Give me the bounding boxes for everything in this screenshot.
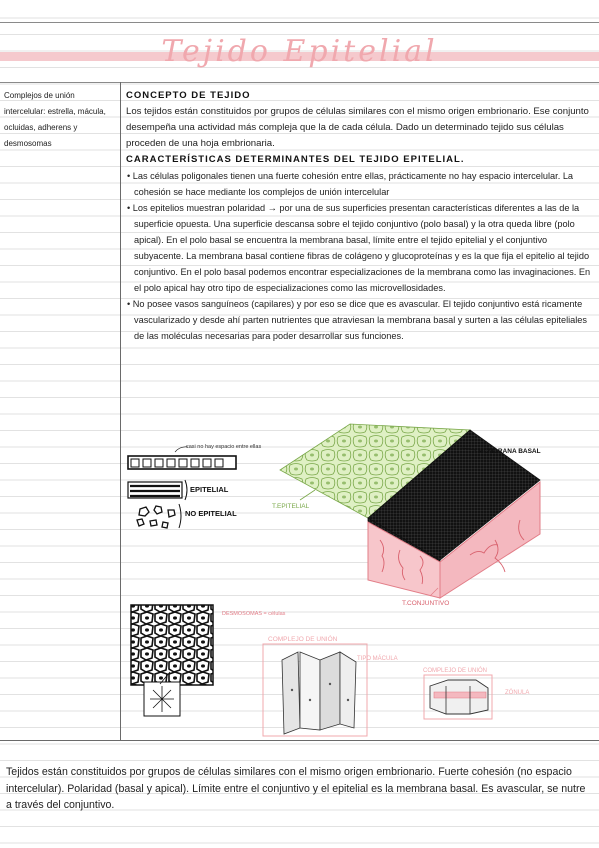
non-epithelial-drawing xyxy=(137,506,175,528)
macula-label: TIPO MÁCULA xyxy=(357,656,398,662)
cells-row-note: casi no hay espacio entre ellas xyxy=(186,444,262,450)
t-conjuntivo-label: T.CONJUNTIVO xyxy=(402,600,450,607)
page-title: Tejido Epitelial xyxy=(161,34,438,69)
cell-row-drawing xyxy=(128,447,236,469)
t-epitelial-label: T.EPITELIAL xyxy=(272,503,310,510)
summary-section xyxy=(6,764,594,814)
characteristics-heading: CARACTERÍSTICAS DETERMINANTES DEL TEJIDO EPITELIAL. xyxy=(126,154,465,165)
bullet-cohesion: • Las células poligonales tienen una fuerte cohesión entre ellas, prácticamente no hay espacio intercelular. La cohesión se hace mediante los complejos de unión intercelular xyxy=(127,171,574,197)
membrana-basal-label: MEMBRANA BASAL xyxy=(478,448,541,455)
non-epithelial-label: NO EPITELIAL xyxy=(185,509,237,518)
cue-note: Complejos de unión intercelular: estrella, mácula, ocluidas, adherens y desmosomas xyxy=(4,91,106,148)
bullet-text: Las células poligonales tienen una fuerte cohesión entre ellas, prácticamente no hay espacio intercelular. La cohesión se hace mediante los complejos de unión intercelular xyxy=(132,171,574,197)
epithelial-stack-drawing xyxy=(128,480,187,500)
desmosome-tissue-drawing xyxy=(131,605,213,716)
bullet-avascular: • No posee vasos sanguíneos (capilares) y por eso se dice que es avascular. El tejido conjuntivo está ricamente vascularizado y desde ahí parten nutrientes que atraviesan la membrana basal y surten a las células epiteliales de las moléculas necesarias para poder desarrollar sus funciones. xyxy=(127,299,588,341)
bullet-text: Los epitelios muestran polaridad → por una de sus superficies presentan características diferentes a las de la superficie opuesta. Una superficie descansa sobre el tejido conjuntivo (polo basal) y la otra queda libre (polo apical). En el polo basal se encuentra la membrana basal, límite entre el tejido epitelial y el conjuntivo subyacente. La membrana basal contiene fibras de colágeno y glucoproteínas y es la que fija el epitelio al tejido conjuntivo. En el polo basal podemos encontrar especializaciones de la membrana como las invaginaciones. En el polo apical hay otro tipo de especializaciones como las microvellosidades. xyxy=(132,203,591,293)
concept-heading: CONCEPTO DE TEJIDO xyxy=(126,90,251,101)
desmosome-label: DESMOSOMAS = células xyxy=(222,611,286,617)
zonula-complex-drawing xyxy=(424,675,492,719)
epithelial-label: EPITELIAL xyxy=(190,485,229,494)
complex-label: COMPLEJO DE UNIÓN xyxy=(268,636,338,643)
zonula-label: ZÓNULA xyxy=(505,690,530,696)
complex2-label: COMPLEJO DE UNIÓN xyxy=(423,668,488,674)
concept-text: Los tejidos están constituidos por grupos de células similares con el mismo origen embrionario. Ese conjunto desempeña una actividad más compleja que la de cada célula. Dado un determinado tejido sus células proceden de una hoja embrionaria. xyxy=(126,106,589,149)
bullet-polarity: • Los epitelios muestran polaridad → por una de sus superficies presentan características diferentes a las de la superficie opuesta. Una superficie descansa sobre el tejido conjuntivo (polo basal) y la otra queda libre (polo apical). En el polo basal se encuentra la membrana basal, límite entre el tejido epitelial y el conjuntivo subyacente. La membrana basal contiene fibras de colágeno y glucoproteínas y es la que fija el epitelio al tejido conjuntivo. En el polo basal podemos encontrar especializaciones de la membrana como las invaginaciones. En el polo apical hay otro tipo de especializaciones como las microvellosidades. xyxy=(127,203,591,293)
bullet-text: No posee vasos sanguíneos (capilares) y por eso se dice que es avascular. El tejido conjuntivo está ricamente vascularizado y desde ahí parten nutrientes que atraviesan la membrana basal y surten a las células epiteliales de las moléculas necesarias para poder desarrollar sus funciones. xyxy=(132,299,588,341)
macula-complex-drawing xyxy=(263,644,367,736)
summary-text: Tejidos están constituidos por grupos de células similares con el mismo origen embrionario. Fuerte cohesión (no espacio intercelular). Polaridad (basal y apical). Límite entre el conjuntivo y el epitelial es la membrana basal. Es avascular, se nutre a través del conjuntivo. xyxy=(6,766,586,811)
